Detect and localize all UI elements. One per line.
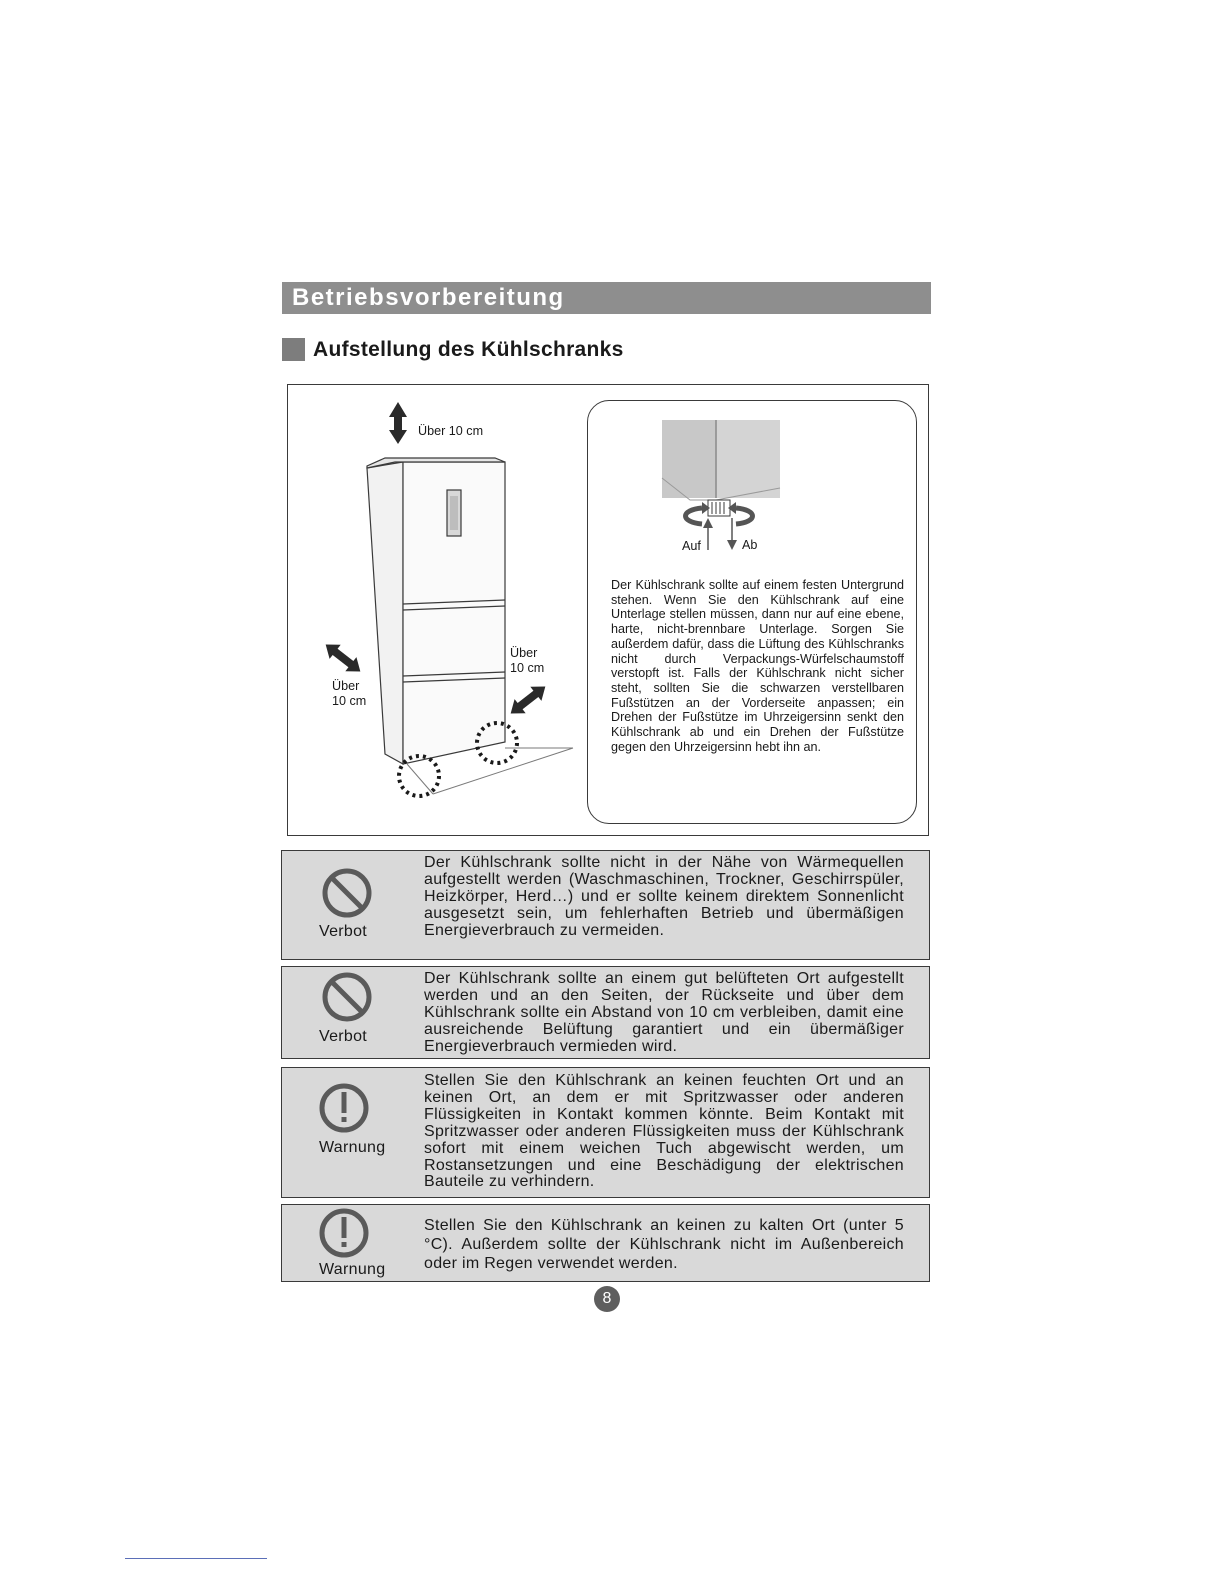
fridge-body-icon bbox=[367, 458, 505, 764]
footnote-divider bbox=[125, 1558, 267, 1559]
left-clearance-arrow-icon bbox=[320, 637, 366, 678]
top-clearance-label: Über 10 cm bbox=[418, 424, 484, 438]
arrow-up-icon bbox=[703, 518, 713, 550]
warning-label-3: Warnung bbox=[319, 1139, 386, 1156]
section-title: Betriebsvorbereitung bbox=[292, 284, 565, 311]
subtitle: Aufstellung des Kühlschranks bbox=[313, 338, 624, 361]
right-clearance-arrow-icon bbox=[505, 679, 551, 720]
warning-icon bbox=[317, 1081, 371, 1135]
prohibition-icon bbox=[320, 970, 374, 1024]
foot-adjustment-illustration bbox=[650, 418, 790, 556]
prohibition-icon bbox=[320, 866, 374, 920]
warning-text-2: Der Kühlschrank sollte an einem gut belüfteten Ort aufgestellt werden und an den Seiten, der Rückseite und über dem Kühlschrank sollte ein Abstand von 10 cm verbleiben, damit eine ausreichende Belüftung garantiert und ein übermäßiger Energieverbrauch vermieden wird. bbox=[424, 970, 904, 1055]
warning-label-2: Verbot bbox=[319, 1028, 368, 1045]
arrow-down-icon bbox=[727, 518, 737, 550]
foot-up-label: Auf bbox=[682, 539, 701, 553]
adjustable-foot-icon bbox=[708, 500, 730, 516]
right-clearance-label-line2: 10 cm bbox=[510, 661, 545, 675]
front-foot-marker-icon bbox=[399, 756, 439, 796]
warning-label-1: Verbot bbox=[319, 923, 368, 940]
rotate-arrow-left-icon bbox=[686, 502, 711, 524]
left-clearance-label-line1: Über bbox=[332, 679, 360, 693]
top-clearance-arrow-icon bbox=[389, 402, 407, 444]
section-title-bar bbox=[282, 282, 931, 314]
left-clearance-label-line2: 10 cm bbox=[332, 694, 367, 708]
warning-text-1: Der Kühlschrank sollte nicht in der Nähe von Wärmequellen aufgestellt werden (Waschmaschinen, Trockner, Geschirrspüler, Heizkörper, Herd…) und er sollte keinem direktem Sonnenlicht ausgesetzt sein, um fehlerhaften Betrieb und übermäßigen Energieverbrauch zu vermeiden. bbox=[424, 854, 904, 939]
page-number: 8 bbox=[594, 1286, 620, 1312]
warning-label-4: Warnung bbox=[319, 1261, 386, 1278]
foot-adjustment-text: Der Kühlschrank sollte auf einem festen Untergrund stehen. Wenn Sie den Kühlschrank auf eine Unterlage stellen müssen, dann nur auf eine ebene, harte, nicht-brennbare Unterlage. Sorgen Sie außerdem dafür, dass die Lüftung des Kühlschranks nicht durch Verpackungs-Würfelschaumstoff verstopft ist. Falls der Kühlschrank nicht sicher steht, sollten Sie die schwarzen verstellbaren Fußstützen an der Vorderseite anpassen; ein Drehen der Fußstütze im Uhrzeigersinn senkt den Kühlschrank ab und ein Drehen der Fußstütze gegen den Uhrzeigersinn hebt ihn an. bbox=[611, 578, 904, 754]
fridge-clearance-illustration bbox=[295, 392, 585, 812]
warning-icon bbox=[317, 1206, 371, 1260]
right-clearance-label-line1: Über bbox=[510, 646, 538, 660]
subtitle-marker bbox=[282, 338, 305, 361]
warning-text-4: Stellen Sie den Kühlschrank an keinen zu kalten Ort (unter 5 °C). Außerdem sollte der Kühlschrank nicht im Außenbereich oder im Regen verwendet werden. bbox=[424, 1217, 904, 1272]
warning-text-3: Stellen Sie den Kühlschrank an keinen feuchten Ort und an keinen Ort, an dem er mit Spritzwasser oder anderen Flüssigkeiten in Kontakt kommen könnte. Beim Kontakt mit Spritzwasser oder anderen Flüssigkeiten muss der Kühlschrank sofort mit einem weichen Tuch abgewischt werden, um Rostansetzungen und eine Beschädigung der elektrischen Bauteile zu verhindern. bbox=[424, 1072, 904, 1191]
foot-down-label: Ab bbox=[742, 538, 758, 552]
